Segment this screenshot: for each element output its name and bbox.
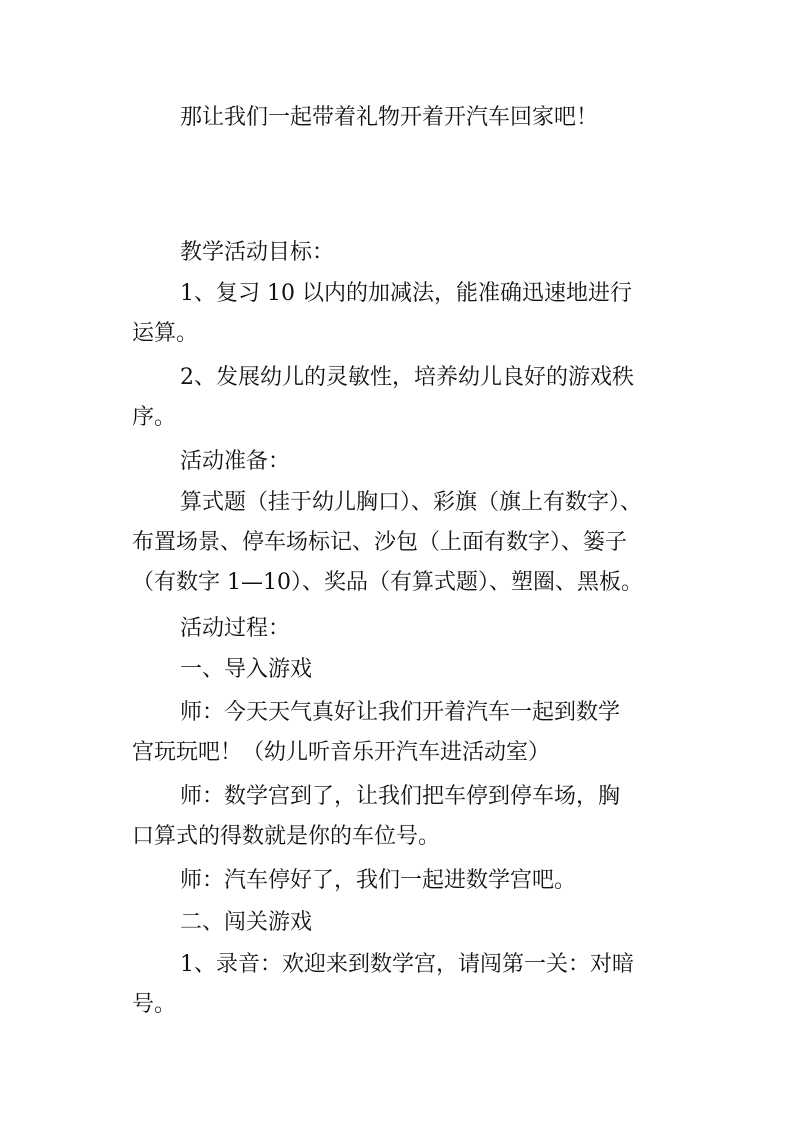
- teacher-3-paragraph: [132, 861, 720, 901]
- prep-heading-text: 活动准备：: [180, 449, 291, 474]
- recording-line-2: 号。: [132, 992, 177, 1017]
- teacher-1-paragraph: [132, 693, 672, 773]
- prep-paragraph: [132, 483, 672, 603]
- intro-line: 那让我们一起带着礼物开着开汽车回家吧！: [180, 105, 599, 130]
- prep-heading: [132, 442, 720, 482]
- part-1-heading-text: 一、导入游戏: [180, 657, 313, 682]
- goals-heading-text: 教学活动目标：: [180, 240, 335, 265]
- prep-line-2: 布置场景、停车场标记、沙包（上面有数字）、篓子: [132, 530, 628, 555]
- process-heading: [132, 609, 720, 649]
- goal-1-line-2: 运算。: [132, 321, 199, 346]
- recording-line-1: 1、录音：欢迎来到数学宫，请闯第一关：对暗: [180, 952, 634, 977]
- teacher-1-line-1: 师：今天天气真好让我们开着汽车一起到数学: [180, 700, 621, 725]
- intro-paragraph: [132, 98, 720, 138]
- part-1-heading: [132, 650, 720, 690]
- teacher-2-line-1: 师：数学宫到了，让我们把车停到停车场，胸: [180, 784, 621, 809]
- goal-2-paragraph: [132, 358, 672, 438]
- part-2-heading: [132, 903, 720, 943]
- teacher-3-line-1: 师：汽车停好了，我们一起进数学宫吧。: [180, 868, 577, 893]
- prep-line-1: 算式题（挂于幼儿胸口）、彩旗（旗上有数字）、: [180, 490, 643, 515]
- process-heading-text: 活动过程：: [180, 616, 291, 641]
- teacher-1-line-2: 宫玩玩吧！（幼儿听音乐开汽车进活动室）: [132, 740, 551, 765]
- teacher-2-paragraph: [132, 777, 672, 857]
- recording-paragraph: [132, 945, 672, 1025]
- part-2-heading-text: 二、闯关游戏: [180, 910, 313, 935]
- teacher-2-line-2: 口算式的得数就是你的车位号。: [132, 824, 441, 849]
- goal-1-line-1: 1、复习 10 以内的加减法，能准确迅速地进行: [180, 281, 632, 306]
- goal-2-line-2: 序。: [132, 405, 177, 430]
- goal-2-line-1: 2、发展幼儿的灵敏性，培养幼儿良好的游戏秩: [180, 365, 634, 390]
- goal-1-paragraph: [132, 274, 672, 354]
- prep-line-3: （有数字 1—10）、奖品（有算式题）、塑圈、黑板。: [132, 570, 643, 595]
- goals-heading: [132, 233, 720, 273]
